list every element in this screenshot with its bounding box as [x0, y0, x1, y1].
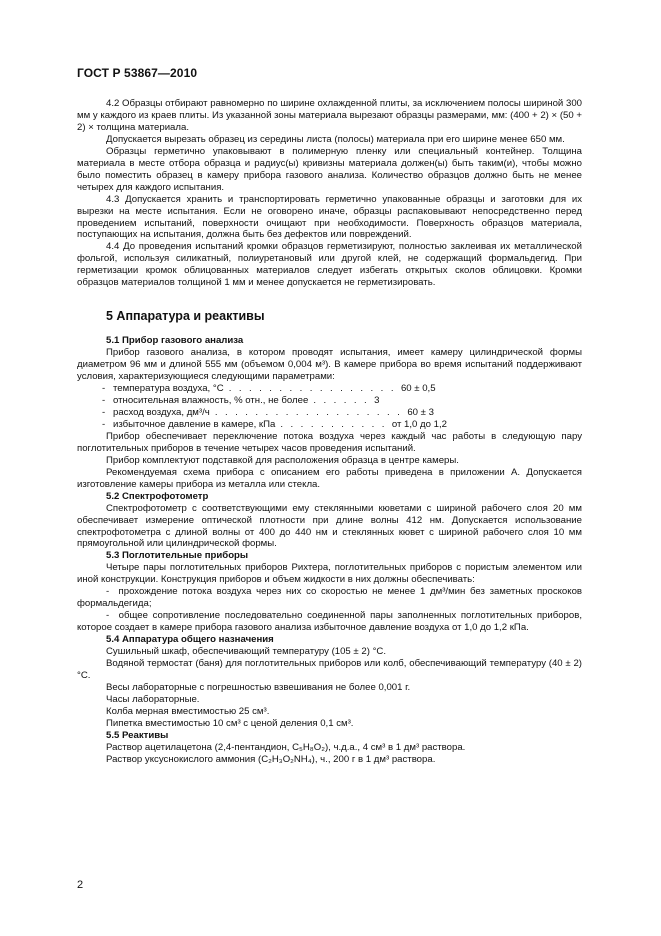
document-header: ГОСТ Р 53867—2010 — [77, 66, 198, 80]
subsection-5-5-title: 5.5 Реактивы — [106, 729, 169, 741]
paragraph-5-4-1: Сушильный шкаф, обеспечивающий температуру (105 ± 2) °С. — [106, 646, 386, 658]
paragraph-4-2-b: Допускается вырезать образец из середины листа (полосы) материала при его ширине менее 650 мм. — [106, 133, 565, 145]
paragraph-5-1-3: Прибор комплектуют подставкой для расположения образца в центре камеры. — [106, 454, 459, 466]
paragraph-5-4-4: Часы лабораторные. — [106, 693, 200, 705]
paragraph-5-4-2: Водяной термостат (баня) для поглотительных приборов или колб, обеспечивающий температуру (40 ± 2) °С. — [77, 657, 582, 681]
dash-mark: - — [102, 383, 106, 395]
page-number: 2 — [77, 879, 84, 891]
paragraph-5-3-1: Четыре пары поглотительных приборов Рихтера, поглотительных приборов с пористым элементом или иной конструкции. Конструкция приборов и объем жидкости в них должны обеспечивать: — [77, 562, 582, 586]
list-item: - расход воздуха, дм³/ч . . . . . . . . . . . . . . . . . . . 60 ± 3 — [102, 406, 434, 418]
section-5-title: 5 Аппаратура и реактивы — [106, 309, 265, 324]
dash-paragraph-5-3-b: - общее сопротивление последовательно соединенной пары заполненных поглотительных приборов, которое создает в камере прибора газового анализа избыточное давление воздуха от 1,0 до 1,2 кПа. — [77, 610, 582, 634]
document-body — [77, 98, 582, 766]
paragraph-4-2-c: Образцы герметично упаковывают в полимерную пленку или специальный контейнер. Толщина материала в месте отбора образца и радиус(ы) кривизны материала должен(ы) быть таким(и), чтобы можно было поместить образец в камеру прибора газового анализа. Количество образцов должно быть не менее четырех для каждого испытания. — [77, 145, 582, 193]
paragraph-5-2-1: Спектрофотометр с соответствующими ему стеклянными кюветами с шириной рабочего слоя 20 мм обеспечивает измерение оптической плотности при длине волны 412 нм. Допускается использование спектрофотометра с длиной волны от 400 до 440 нм и стеклянных кювет с шириной рабочего слоя 10 мм прямоугольной или цилиндрической формы. — [77, 502, 582, 550]
paragraph-4-2: 4.2 Образцы отбирают равномерно по ширине охлажденной плиты, за исключением полосы шириной 300 мм у каждого из краев плиты. Из указанной зоны материала вырезают образцы размерами, мм: (400 + 2) × (50 + 2) × толщина материала. — [77, 98, 582, 133]
dash-mark: - — [102, 395, 106, 407]
paragraph-5-4-6: Пипетка вместимостью 10 см³ с ценой деления 0,1 см³. — [106, 717, 354, 729]
paragraph-5-5-1: Раствор ацетилацетона (2,4-пентандион, C₅H₈O₂), ч.д.а., 4 см³ в 1 дм³ раствора. — [106, 741, 466, 753]
subsection-5-1-title: 5.1 Прибор газового анализа — [106, 335, 244, 347]
subsection-5-4-title: 5.4 Аппаратура общего назначения — [106, 634, 274, 646]
list-item: - температура воздуха, °С . . . . . . . . . . . . . . . . . 60 ± 0,5 — [102, 383, 436, 395]
dash-mark: - — [102, 406, 106, 418]
paragraph-4-3: 4.3 Допускается хранить и транспортировать герметично упакованные образцы и заготовки для их вырезки на месте испытания. Если не оговорено иначе, образцы распаковывают непосредственно перед проведением испытаний, поверхности очищают при необходимости. Поверхность образцов материала, поступающих на испытания, должна быть без дефектов или повреждений. — [77, 193, 582, 241]
subsection-5-2-title: 5.2 Спектрофотометр — [106, 490, 209, 502]
paragraph-5-1-1: Прибор газового анализа, в котором проводят испытания, имеет камеру цилиндрической формы диаметром 96 мм и длиной 555 мм (объемом 0,004 м³). В камере прибора во время испытаний поддерживают условия, характеризующиеся следующими параметрами: — [77, 347, 582, 383]
dash-paragraph-5-3-a: - прохождение потока воздуха через них со скоростью не менее 1 дм³/мин без заметных проскоков формальдегида; — [77, 586, 583, 610]
list-item: - относительная влажность, % отн., не более . . . . . . 3 — [102, 395, 380, 407]
paragraph-5-1-4: Рекомендуемая схема прибора с описанием его работы приведена в приложении А. Допускается изготовление камеры прибора из металла или стекла. — [77, 466, 582, 490]
paragraph-4-4: 4.4 До проведения испытаний кромки образцов герметизируют, полностью заклеивая их металлической фольгой, используя силикатный, полиуретановый или другой клей, не содержащий формальдегид. При герметизации кромок облицованных материалов следует избегать открытых сколов облицовки. Кромки образцов материалов толщиной 1 мм и менее допускается не герметизировать. — [77, 241, 582, 289]
paragraph-5-4-5: Колба мерная вместимостью 25 см³. — [106, 705, 270, 717]
paragraph-5-1-2: Прибор обеспечивает переключение потока воздуха через каждый час работы в следующую пару поглотительных приборов в течение четырех часов проведения испытаний. — [77, 430, 582, 454]
list-item: - избыточное давление в камере, кПа . . . . . . . . . . . от 1,0 до 1,2 — [102, 418, 447, 430]
paragraph-5-4-3: Весы лабораторные с погрешностью взвешивания не более 0,001 г. — [106, 681, 411, 693]
paragraph-5-5-2: Раствор уксуснокислого аммония (C₂H₃O₂NH₄), ч., 200 г в 1 дм³ раствора. — [106, 753, 436, 765]
subsection-5-3-title: 5.3 Поглотительные приборы — [106, 550, 249, 562]
dash-mark: - — [106, 610, 119, 622]
dash-mark: - — [102, 418, 106, 430]
dash-mark: - — [106, 586, 119, 598]
